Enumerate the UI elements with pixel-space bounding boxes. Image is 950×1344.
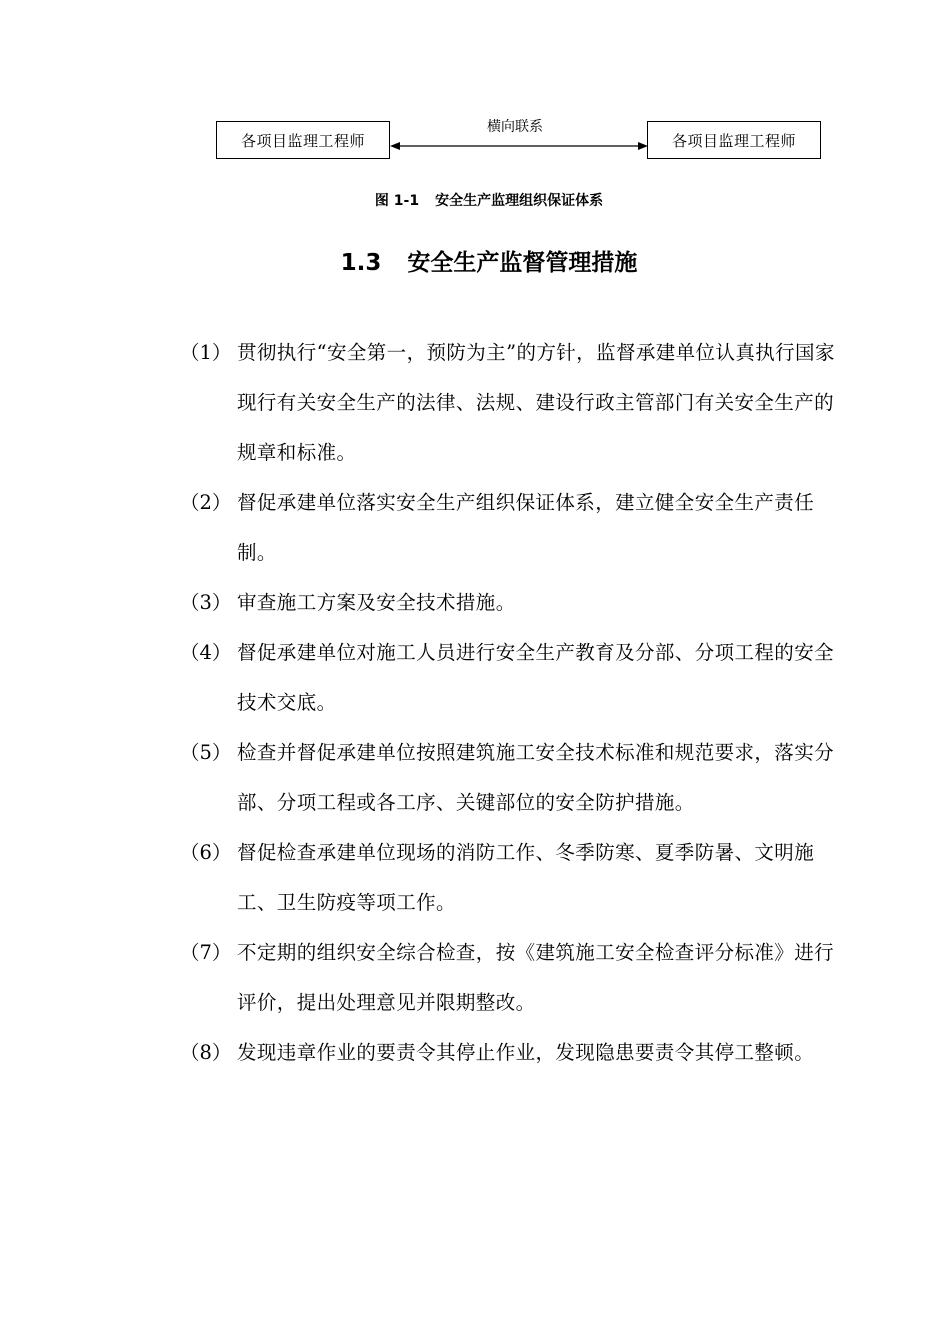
list-item <box>180 478 840 578</box>
left-engineer-box <box>216 121 390 159</box>
list-item <box>180 828 840 928</box>
figure-number: 图 1-1 <box>374 193 420 209</box>
list-marker: （3） <box>180 591 232 614</box>
list-item <box>180 728 840 828</box>
list-marker: （1） <box>180 341 232 364</box>
right-engineer-box <box>647 121 821 159</box>
left-box-label: 各项目监理工程师 <box>240 131 365 150</box>
list-marker: （7） <box>180 941 232 964</box>
list-item <box>180 928 840 1028</box>
right-box-label: 各项目监理工程师 <box>671 131 796 150</box>
list-item-text: 检查并督促承建单位按照建筑施工安全技术标准和规范要求，落实分部、分项工程或各工序、关键部位的安全防护措施。 <box>237 741 835 814</box>
list-item <box>180 578 840 628</box>
list-item-text: 发现违章作业的要责令其停止作业，发现隐患要责令其停工整顿。 <box>237 1041 815 1064</box>
list-item-text: 督促承建单位对施工人员进行安全生产教育及分部、分项工程的安全技术交底。 <box>237 641 835 714</box>
list-marker: （2） <box>180 491 232 514</box>
org-diagram <box>0 0 950 180</box>
section-title-text: 安全生产监督管理措施 <box>407 250 638 276</box>
list-item-text: 审查施工方案及安全技术措施。 <box>237 591 516 614</box>
list-marker: （8） <box>180 1041 232 1064</box>
list-item-text: 贯彻执行“安全第一，预防为主”的方针，监督承建单位认真执行国家现行有关安全生产的法律、法规、建设行政主管部门有关安全生产的规章和标准。 <box>237 341 835 464</box>
figure-caption <box>0 190 950 210</box>
list-item <box>180 1028 840 1078</box>
list-marker: （4） <box>180 641 232 664</box>
list-item <box>180 328 840 478</box>
figure-caption-text: 安全生产监理组织保证体系 <box>435 193 604 209</box>
list-item-text: 督促承建单位落实安全生产组织保证体系，建立健全安全生产责任制。 <box>237 491 815 564</box>
list-item <box>180 628 840 728</box>
double-arrow-icon <box>388 138 650 154</box>
section-number: 1.3 <box>340 250 382 276</box>
list-item-text: 督促检查承建单位现场的消防工作、冬季防寒、夏季防暑、文明施工、卫生防疫等项工作。 <box>237 841 815 914</box>
measures-list <box>180 328 840 1078</box>
list-item-text: 不定期的组织安全综合检查，按《建筑施工安全检查评分标准》进行评价，提出处理意见并限期整改。 <box>237 941 835 1014</box>
list-marker: （6） <box>180 841 232 864</box>
section-heading <box>0 244 950 277</box>
list-marker: （5） <box>180 741 232 764</box>
link-label: 横向联系 <box>487 119 543 135</box>
